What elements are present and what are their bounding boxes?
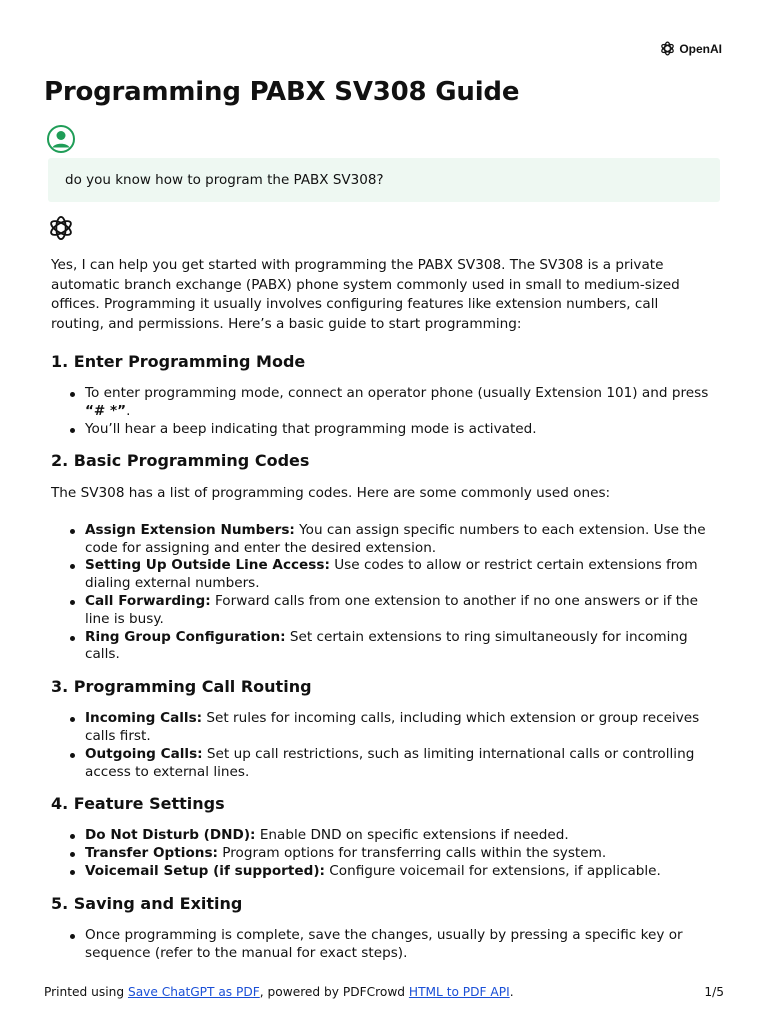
list-item: Incoming Calls: Set rules for incoming calls, including which extension or group receives calls first. (51, 710, 711, 746)
section-list (51, 827, 711, 880)
brand-name: OpenAI (679, 41, 722, 56)
list-item: To enter programming mode, connect an operator phone (usually Extension 101) and press “# *”. (51, 385, 711, 421)
section-heading: 1. Enter Programming Mode (51, 352, 306, 371)
list-item: Ring Group Configuration: Set certain extensions to ring simultaneously for incoming calls. (51, 629, 711, 665)
list-item: Voicemail Setup (if supported): Configure voicemail for extensions, if applicable. (51, 863, 711, 881)
user-avatar-icon (46, 124, 76, 154)
footer-credit: Printed using Save ChatGPT as PDF, powered by PDFCrowd HTML to PDF API. (44, 985, 514, 999)
list-item: You’ll hear a beep indicating that programming mode is activated. (51, 421, 711, 439)
user-message-text: do you know how to program the PABX SV308? (65, 172, 384, 188)
list-item: Transfer Options: Program options for transferring calls within the system. (51, 845, 711, 863)
section-list (51, 385, 711, 438)
openai-brand (659, 40, 722, 57)
html-to-pdf-link[interactable]: HTML to PDF API (408, 985, 510, 999)
page-title: Programming PABX SV308 Guide (44, 77, 520, 107)
page-number: 1/5 (704, 985, 724, 999)
list-item: Call Forwarding: Forward calls from one extension to another if no one answers or if the line is busy. (51, 593, 711, 629)
openai-logo-icon (47, 214, 75, 242)
section-heading: 4. Feature Settings (51, 794, 225, 814)
response-intro: Yes, I can help you get started with programming the PABX SV308. The SV308 is a private automatic branch exchange (PABX) phone system commonly used in small to medium-sized offices. Programming it usually involves configuring features like extension numbers, call routing, and permissions. Here’s a basic guide to start programming: (51, 257, 680, 332)
list-item: Do Not Disturb (DND): Enable DND on specific extensions if needed. (51, 827, 711, 845)
section-list (51, 710, 711, 781)
assistant-response (51, 256, 711, 974)
list-item: Outgoing Calls: Set up call restrictions, such as limiting international calls or controlling access to external lines. (51, 746, 711, 782)
section-heading: 2. Basic Programming Codes (51, 451, 310, 471)
section-list (51, 522, 711, 664)
save-chatgpt-link[interactable]: Save ChatGPT as PDF (127, 985, 260, 999)
section-heading: 3. Programming Call Routing (51, 677, 312, 697)
list-item: Assign Extension Numbers: You can assign specific numbers to each extension. Use the code for assigning and enter the desired extension. (51, 522, 711, 558)
user-message-bubble (48, 158, 720, 202)
section-list (51, 927, 711, 963)
list-item: Once programming is complete, save the changes, usually by pressing a specific key or sequence (refer to the manual for exact steps). (51, 927, 711, 963)
section-heading: 5. Saving and Exiting (51, 893, 243, 913)
list-item: Setting Up Outside Line Access: Use codes to allow or restrict certain extensions from dialing external numbers. (51, 557, 711, 593)
openai-logo-icon (659, 40, 676, 57)
section-intro: The SV308 has a list of programming codes. Here are some commonly used ones: (51, 485, 611, 502)
page-footer (44, 985, 724, 999)
